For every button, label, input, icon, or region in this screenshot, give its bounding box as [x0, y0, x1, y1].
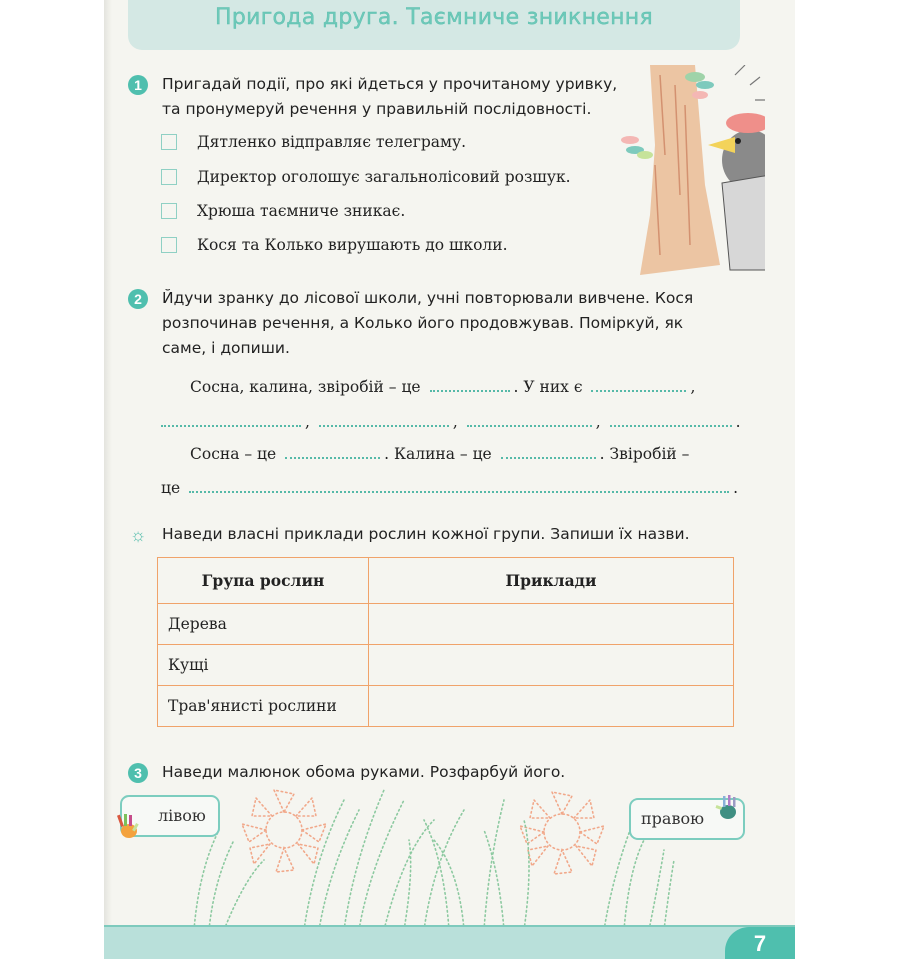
answer-blank[interactable]	[285, 455, 380, 459]
sentence-text: . Звіробій –	[599, 445, 690, 463]
sequence-item[interactable]	[161, 200, 405, 222]
fill-line-2	[161, 413, 741, 431]
task-number-3: 3	[128, 763, 148, 783]
bonus-instruction: Наведи власні приклади рослин кожної групи. Запиши їх назви.	[162, 525, 690, 543]
examples-cell[interactable]	[369, 686, 734, 727]
woodpecker-illustration	[610, 65, 765, 275]
plant-groups-table	[157, 557, 734, 727]
punctuation: ,	[690, 378, 696, 396]
plant-group-cell: Кущі	[158, 645, 369, 686]
answer-blank[interactable]	[430, 388, 510, 392]
workbook-page	[104, 0, 795, 959]
number-box[interactable]	[161, 237, 177, 253]
sequence-item-label: Кося та Колько вирушають до школи.	[197, 236, 508, 254]
plant-group-cell: Дерева	[158, 604, 369, 645]
plant-group-cell: Трав'янисті рослини	[158, 686, 369, 727]
number-box[interactable]	[161, 169, 177, 185]
task2-instruction	[162, 286, 747, 361]
page-title: Пригода друга. Таємниче зникнення	[214, 5, 654, 30]
task1-instruction-line1: Пригадай події, про які йдеться у прочитаному уривку,	[162, 75, 618, 93]
page-footer	[104, 925, 795, 959]
answer-blank[interactable]	[467, 423, 592, 427]
sentence-text: Сосна, калина, звіробій – це	[190, 378, 421, 396]
woodpecker-beak	[708, 137, 735, 153]
answer-blank[interactable]	[319, 423, 449, 427]
table-header-row	[158, 558, 734, 604]
title-banner	[128, 0, 740, 50]
table-row	[158, 645, 734, 686]
punctuation: ,	[595, 413, 601, 431]
task2-instruction-line3: саме, і допиши.	[162, 339, 290, 357]
task1-instruction-line2: та пронумеруй речення у правильній послідовності.	[162, 100, 592, 118]
task2-instruction-line2: розпочинав речення, а Колько його продовжував. Поміркуй, як	[162, 314, 684, 332]
answer-blank[interactable]	[189, 489, 729, 493]
flower-right	[520, 792, 604, 874]
fill-sentence-1	[190, 378, 695, 396]
left-hand-text: лівою	[158, 806, 206, 825]
right-hand-text: правою	[641, 809, 705, 828]
column-header: Група рослин	[158, 558, 369, 604]
sequence-item-label: Дятленко відправляє телеграму.	[197, 133, 467, 151]
sequence-item-label: Директор оголошує загальнолісовий розшук.	[197, 168, 571, 186]
sequence-item[interactable]	[161, 234, 508, 256]
sentence-text: . У них є	[513, 378, 583, 396]
column-header: Приклади	[369, 558, 734, 604]
table-row	[158, 604, 734, 645]
sequence-item[interactable]	[161, 166, 571, 188]
tree-trunk	[640, 65, 720, 275]
left-hand-icon	[113, 813, 139, 839]
punctuation: ,	[305, 413, 310, 431]
task-number-1: 1	[128, 75, 148, 95]
page-number: 7	[725, 927, 795, 959]
examples-cell[interactable]	[369, 645, 734, 686]
table-row	[158, 686, 734, 727]
fill-sentence-2-continued	[161, 479, 738, 497]
answer-blank[interactable]	[161, 423, 301, 427]
sequence-item[interactable]	[161, 131, 466, 153]
number-box[interactable]	[161, 203, 177, 219]
task1-instruction	[162, 72, 617, 122]
sentence-text: це	[161, 479, 181, 497]
punctuation: .	[733, 479, 739, 497]
answer-blank[interactable]	[501, 455, 596, 459]
task-number-2: 2	[128, 289, 148, 309]
sequence-item-label: Хрюша таємниче зникає.	[197, 202, 406, 220]
task2-instruction-line1: Йдучи зранку до лісової школи, учні повторювали вивчене. Кося	[162, 289, 694, 307]
punctuation: ,	[452, 413, 458, 431]
flower-left	[242, 790, 326, 872]
answer-blank[interactable]	[610, 423, 732, 427]
examples-cell[interactable]	[369, 604, 734, 645]
sentence-text: Сосна – це	[190, 445, 277, 463]
leaf	[685, 72, 705, 82]
answer-blank[interactable]	[591, 388, 686, 392]
sun-icon: ☼	[129, 525, 147, 545]
number-box[interactable]	[161, 134, 177, 150]
woodpecker-cap	[726, 113, 765, 133]
sentence-text: . Калина – це	[384, 445, 492, 463]
punctuation: .	[735, 413, 741, 431]
task3-instruction: Наведи малюнок обома руками. Розфарбуй його.	[162, 763, 566, 781]
right-hand-icon	[714, 794, 740, 820]
grass-blades	[194, 790, 674, 930]
fill-sentence-2	[190, 445, 689, 463]
